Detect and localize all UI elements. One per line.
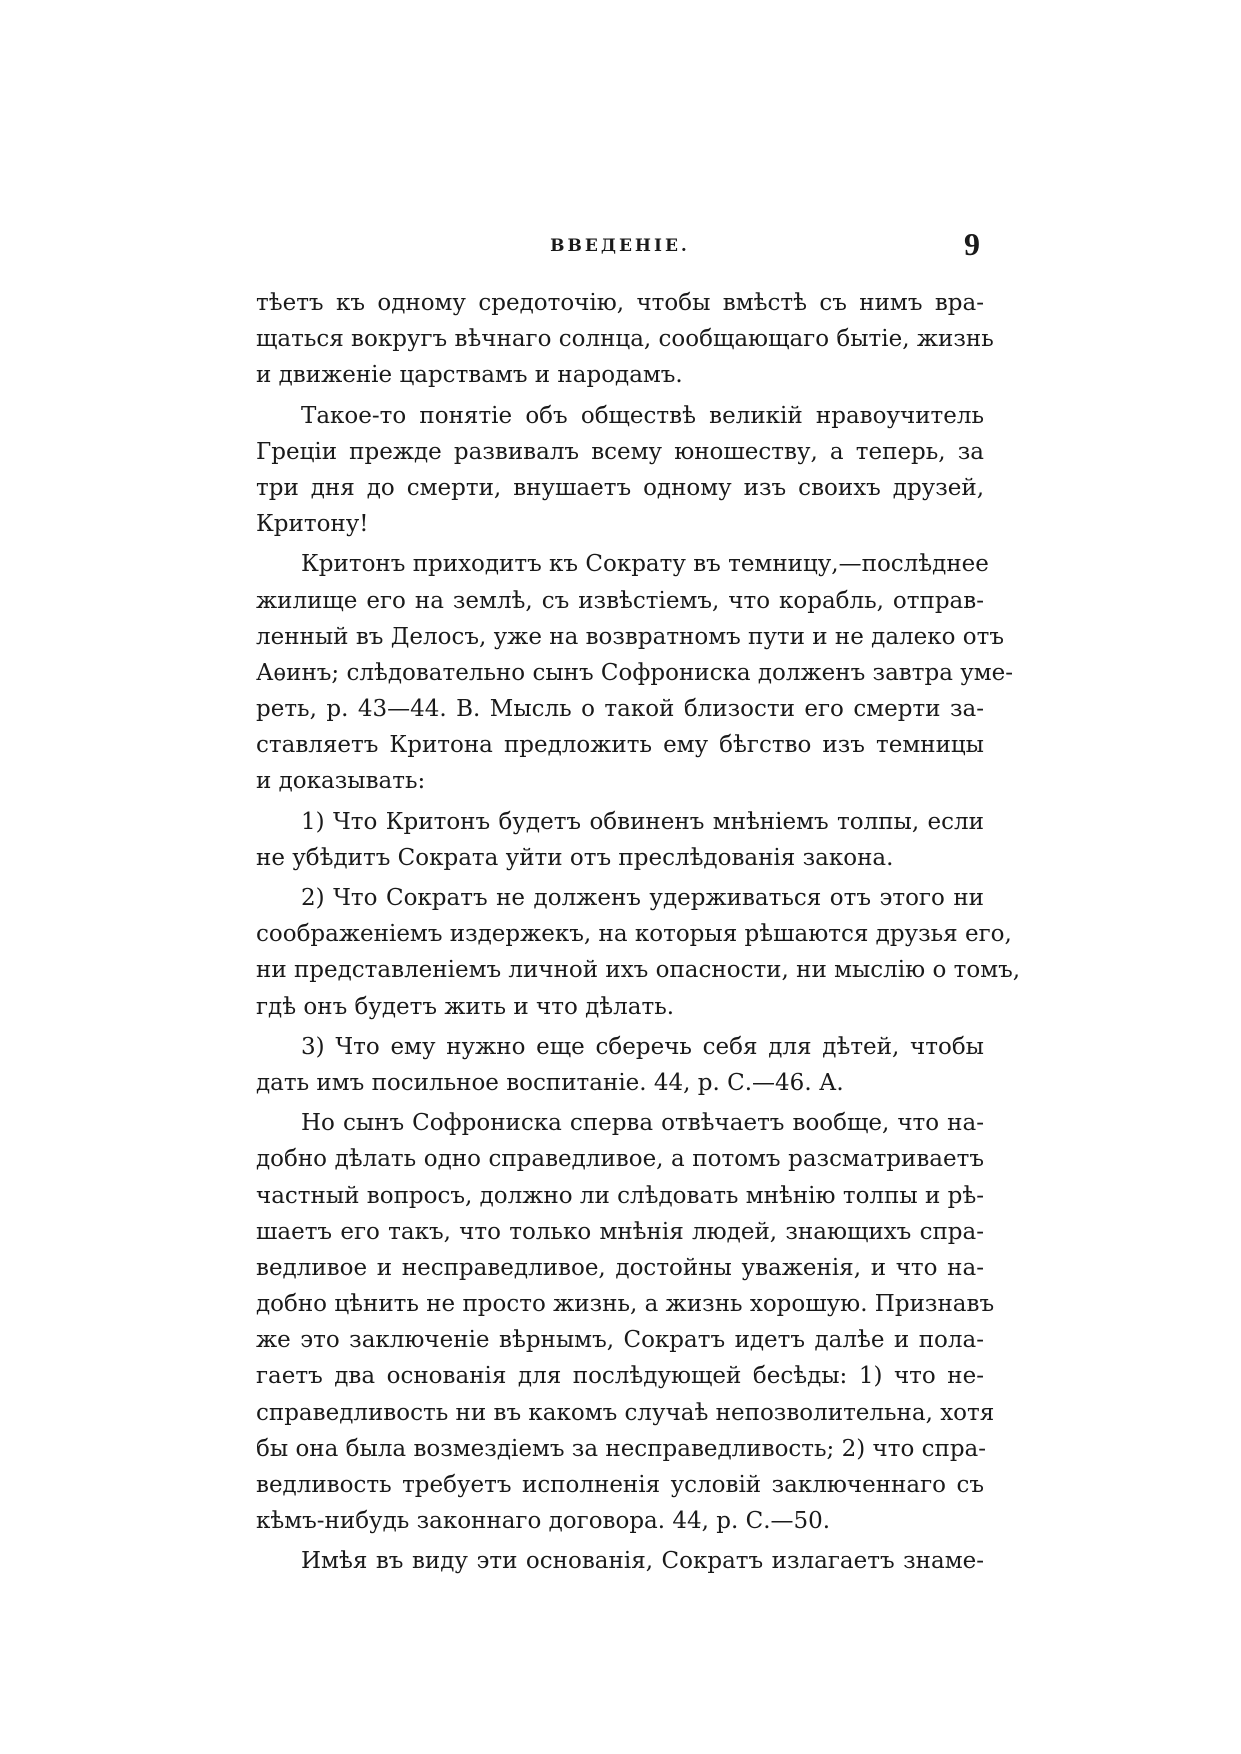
paragraph bbox=[256, 804, 984, 876]
text-line: шаетъ его такъ, что только мнѣнія людей, знающихъ спра- bbox=[256, 1218, 984, 1245]
paragraph bbox=[256, 546, 1014, 799]
paragraph bbox=[256, 880, 1021, 1025]
text-line: Аѳинъ; слѣдовательно сынъ Софрониска долженъ завтра уме- bbox=[256, 659, 1014, 686]
chapter-title: ВВЕДЕНІЕ. bbox=[550, 236, 690, 256]
text-line: ставляетъ Критона предложить ему бѣгство изъ темницы bbox=[256, 732, 984, 759]
paragraph bbox=[256, 398, 984, 543]
page-number: 9 bbox=[964, 226, 980, 262]
body-text bbox=[256, 285, 1021, 1580]
text-line: и движеніе царствамъ и народамъ. bbox=[256, 362, 683, 389]
text-line: три дня до смерти, внушаетъ одному изъ своихъ друзей, bbox=[256, 474, 984, 501]
text-line: и доказывать: bbox=[256, 768, 426, 795]
text-line: Такое-то понятіе объ обществѣ великій нравоучитель bbox=[301, 402, 984, 429]
text-line: реть, р. 43—44. В. Мысль о такой близости его смерти за- bbox=[256, 696, 984, 723]
paragraph bbox=[256, 285, 994, 394]
text-line: дать имъ посильное воспитаніе. 44, р. С.—46. А. bbox=[256, 1069, 844, 1096]
paragraph bbox=[256, 1029, 984, 1101]
text-line: 3) Что ему нужно еще сберечь себя для дѣтей, чтобы bbox=[301, 1033, 984, 1060]
text-line: тѣетъ къ одному средоточію, чтобы вмѣстѣ съ нимъ вра- bbox=[256, 290, 984, 316]
text-line: добно цѣнить не просто жизнь, а жизнь хорошую. Признавъ bbox=[256, 1291, 995, 1318]
text-line: 2) Что Сократъ не долженъ удерживаться отъ этого ни bbox=[301, 885, 984, 911]
text-line: соображеніемъ издержекъ, на которыя рѣшаются друзья его, bbox=[256, 921, 1012, 948]
text-line: бы она была возмездіемъ за несправедливость; 2) что спра- bbox=[256, 1435, 987, 1462]
text-line: же это заключеніе вѣрнымъ, Сократъ идетъ далѣе и пола- bbox=[256, 1327, 984, 1354]
text-line: гаетъ два основанія для послѣдующей бесѣды: 1) что не- bbox=[256, 1363, 984, 1390]
text-line: ведливость требуетъ исполненія условій заключеннаго съ bbox=[256, 1472, 984, 1498]
text-line: справедливость ни въ какомъ случаѣ непозволительна, хотя bbox=[256, 1399, 995, 1426]
text-line: 1) Что Критонъ будетъ обвиненъ мнѣніемъ толпы, если bbox=[301, 808, 984, 835]
text-line: частный вопросъ, должно ли слѣдовать мнѣнію толпы и рѣ- bbox=[256, 1182, 984, 1209]
paragraph bbox=[256, 1543, 984, 1579]
text-line: не убѣдитъ Сократа уйти отъ преслѣдованія закона. bbox=[256, 844, 894, 871]
text-line: Но сынъ Софрониска сперва отвѣчаетъ вообще, что на- bbox=[301, 1110, 984, 1137]
text-line: добно дѣлать одно справедливое, а потомъ разсматриваетъ bbox=[256, 1146, 984, 1173]
running-head bbox=[256, 226, 984, 266]
text-line: ни представленіемъ личной ихъ опасности, ни мыслію о томъ, bbox=[256, 957, 1021, 984]
text-line: Греціи прежде развивалъ всему юношеству, а теперь, за bbox=[256, 438, 984, 465]
text-line: Имѣя въ виду эти основанія, Сократъ излагаетъ знаме- bbox=[301, 1548, 984, 1575]
text-line: Критону! bbox=[256, 511, 369, 538]
text-line: ленный въ Делосъ, уже на возвратномъ пути и не далеко отъ bbox=[256, 623, 1005, 650]
text-line: гдѣ онъ будетъ жить и что дѣлать. bbox=[256, 993, 675, 1020]
text-line: щаться вокругъ вѣчнаго солнца, сообщающаго бытіе, жизнь bbox=[256, 326, 994, 353]
text-line: кѣмъ-нибудь законнаго договора. 44, р. С.—50. bbox=[256, 1508, 831, 1535]
paragraph bbox=[256, 1105, 995, 1539]
text-line: жилище его на землѣ, съ извѣстіемъ, что корабль, отправ- bbox=[256, 587, 984, 614]
text-line: ведливое и несправедливое, достойны уваженія, и что на- bbox=[256, 1254, 984, 1281]
text-line: Критонъ приходитъ къ Сократу въ темницу,—послѣднее bbox=[301, 551, 989, 578]
